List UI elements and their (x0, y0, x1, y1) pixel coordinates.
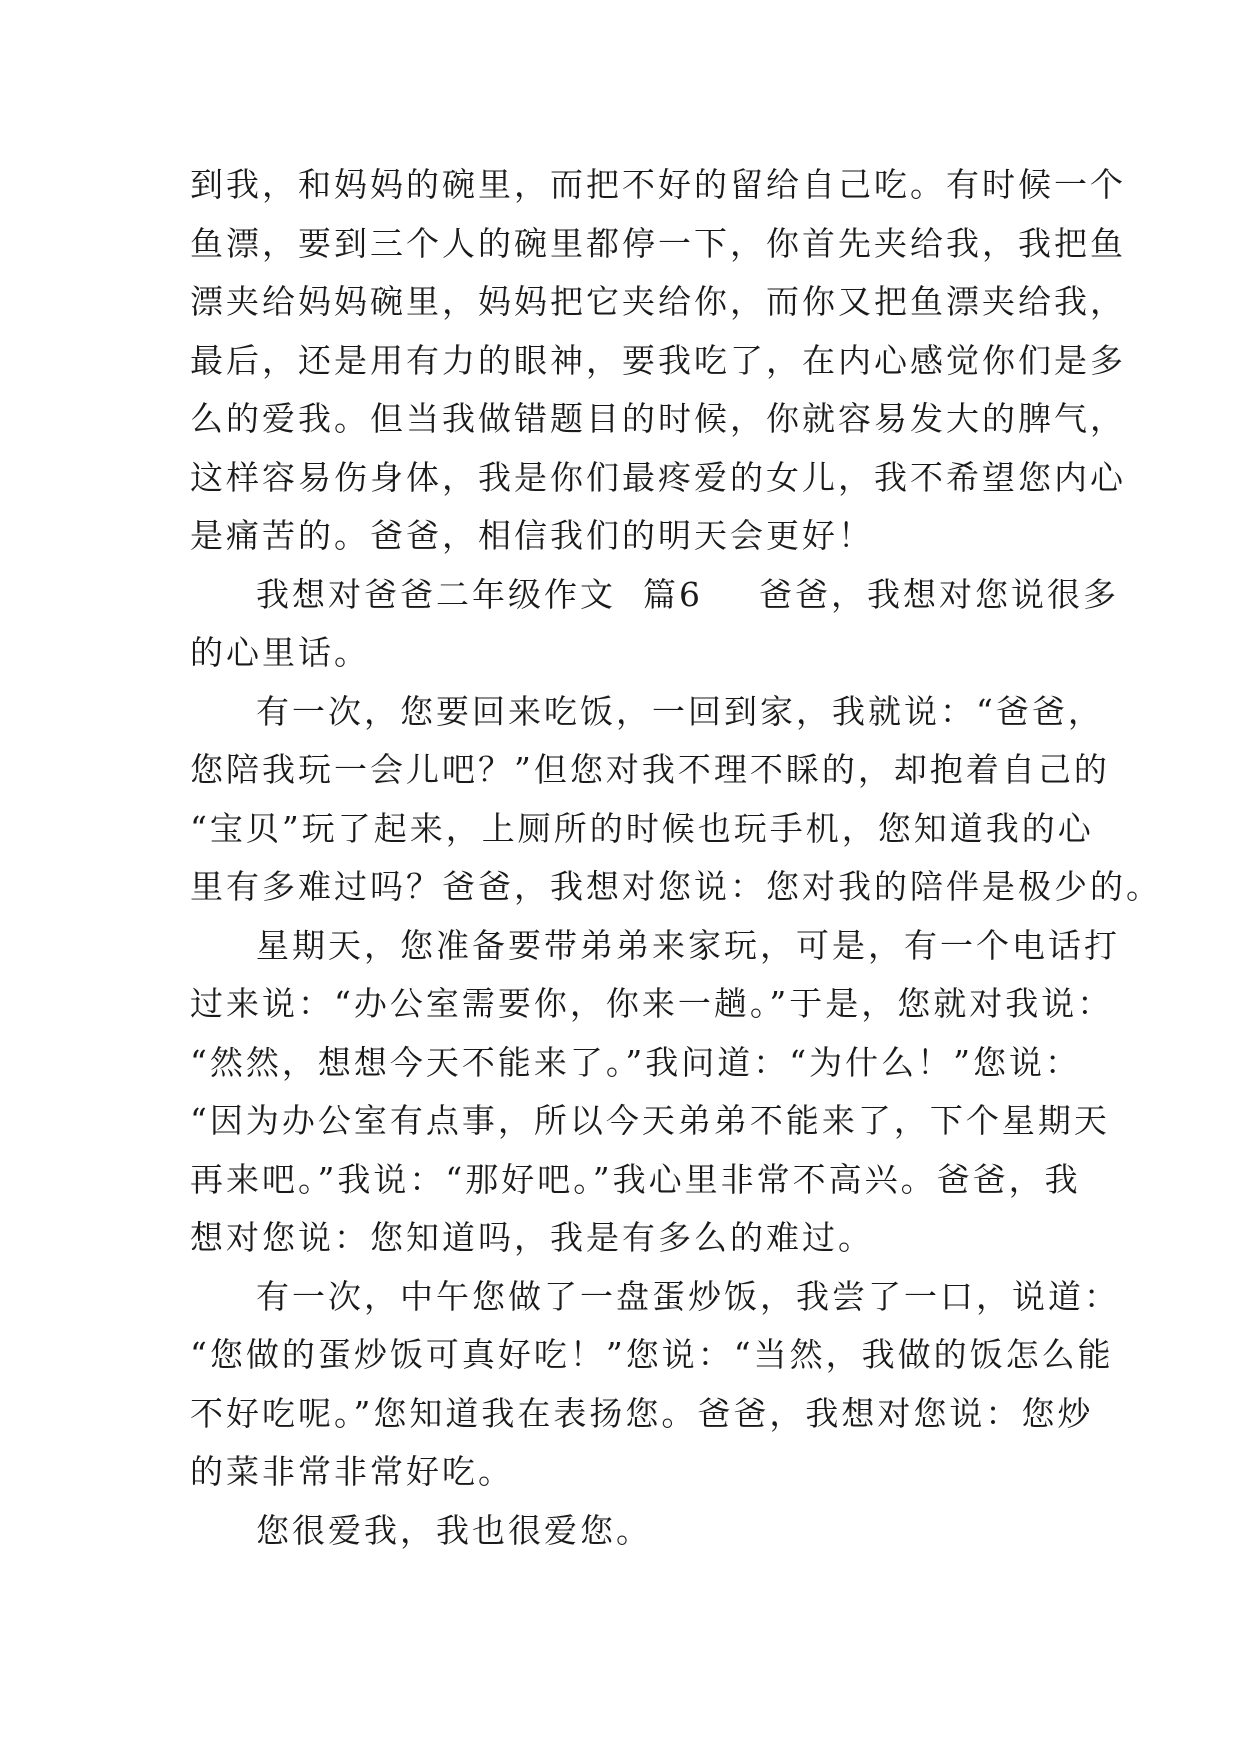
text-line: “然然，想想今天不能来了。”我问道：“为什么！”您说： (190, 1042, 1081, 1082)
text-line: 的菜非常非常好吃。 (190, 1452, 514, 1491)
section-heading-continuation: 爸爸，我想对您说很多 (758, 574, 1119, 614)
text-line: 的心里话。 (190, 633, 370, 672)
text-line: 最后，还是用有力的眼神，要我吃了，在内心感觉你们是多 (190, 340, 1126, 380)
text-line: 过来说：“办公室需要你，你来一趟。”于是，您就对我说： (190, 984, 1114, 1023)
section-heading: 我想对爸爸二年级作文 篇6 (256, 574, 703, 614)
text-line: 不好吃呢。”您知道我在表扬您。爸爸，我想对您说：您炒 (190, 1393, 1094, 1433)
text-line: 您陪我玩一会儿吧？”但您对我不理不睬的，却抱着自己的 (190, 750, 1110, 789)
continuation-paragraph (190, 156, 1126, 566)
text-line: “您做的蛋炒饭可真好吃！”您说：“当然，我做的饭怎么能 (190, 1335, 1114, 1374)
text-line: 是痛苦的。爸爸，相信我们的明天会更好！ (190, 516, 874, 555)
text-line: 鱼漂，要到三个人的碗里都停一下，你首先夹给我，我把鱼 (190, 223, 1126, 263)
section-heading-paragraph (190, 566, 1119, 683)
text-line: 想对您说：您知道吗，我是有多么的难过。 (190, 1218, 874, 1257)
text-line: 里有多难过吗？爸爸，我想对您说：您对我的陪伴是极少的。 (190, 867, 1162, 906)
text-line: 到我，和妈妈的碗里，而把不好的留给自己吃。有时候一个 (190, 165, 1126, 204)
paragraph-4 (190, 1502, 1070, 1561)
section-heading-line (190, 566, 1119, 625)
text-line: 再来吧。”我说：“那好吧。”我心里非常不高兴。爸爸，我 (190, 1159, 1081, 1199)
text-line: 漂夹给妈妈碗里，妈妈把它夹给你，而你又把鱼漂夹给我， (190, 282, 1126, 321)
text-line: 有一次，您要回来吃饭，一回到家，我就说：“爸爸， (256, 691, 1104, 731)
text-line: 么的爱我。但当我做错题目的时候，你就容易发大的脾气， (190, 399, 1126, 438)
text-line: 有一次，中午您做了一盘蛋炒饭，我尝了一口，说道： (256, 1276, 1120, 1316)
text-line: 这样容易伤身体，我是你们最疼爱的女儿，我不希望您内心 (190, 457, 1126, 497)
text-line: 星期天，您准备要带弟弟来家玩，可是，有一个电话打 (256, 925, 1120, 965)
paragraph-1 (190, 683, 1162, 917)
paragraph-3 (190, 1268, 1120, 1502)
essay-text (190, 156, 1162, 1560)
text-line: 您很爱我，我也很爱您。 (256, 1510, 652, 1550)
text-line: “因为办公室有点事，所以今天弟弟不能来了，下个星期天 (190, 1101, 1110, 1140)
paragraph-2 (190, 917, 1120, 1268)
text-line: “宝贝”玩了起来，上厕所的时候也玩手机，您知道我的心 (190, 808, 1094, 848)
